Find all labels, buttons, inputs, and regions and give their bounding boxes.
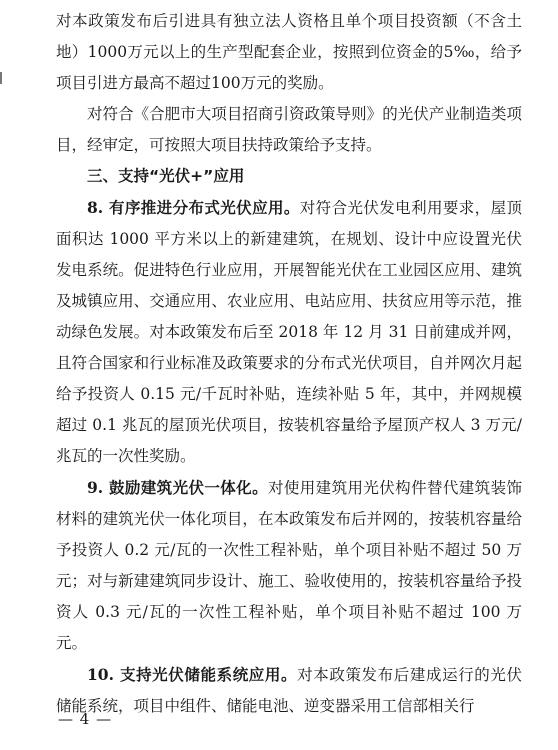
page-number: — 4 — [58,710,113,728]
item-lead: 10. 支持光伏储能系统应用。 [87,665,298,684]
item-8 [56,192,522,472]
paragraph-text: 对本政策发布后引进具有独立法人资格且单个项目投资额（不含土地）1000万元以上的生产型配套企业，按照到位资金的5‰，给予项目引进方最高不超过100万元的奖励。 [56,12,522,92]
item-10 [56,659,522,722]
paragraph-continuation [56,6,522,99]
document-body [56,6,522,722]
item-9 [56,472,522,659]
paragraph-text: 对符合《合肥市大项目招商引资政策导则》的光伏产业制造类项目，经审定，可按照大项目扶持政策给予支持。 [56,105,522,154]
paragraph-guideline [56,99,522,161]
item-lead: 9. 鼓励建筑光伏一体化。 [87,478,268,497]
margin-mark [0,72,2,84]
section-heading: 三、支持“光伏+”应用 [87,167,245,185]
item-lead: 8. 有序推进分布式光伏应用。 [87,198,300,217]
item-text: 对本政策发布后建成运行的光伏储能系统，项目中组件、储能电池、逆变器采用工信部相关行 [56,666,522,715]
item-text: 对符合光伏发电利用要求，屋顶面积达 1000 平方米以上的新建建筑，在规划、设计中应设置光伏发电系统。促进特色行业应用，开展智能光伏在工业园区应用、建筑及城镇应用、交通应用、农业应用、电站应用、扶贫应用等示范，推动绿色发展。对本政策发布后至 2018 年 12 月 31 日前建成并网，且符合国家和行业标准及政策要求的分布式光伏项目，自并网次月起给予投资人 0.15 元/千瓦时补贴，连续补贴 5 年，其中，并网规模超过 0.1 兆瓦的屋顶光伏项目，按装机容量给予屋顶产权人 3 万元/兆瓦的一次性奖励。 [56,199,522,465]
item-text: 对使用建筑用光伏构件替代建筑装饰材料的建筑光伏一体化项目，在本政策发布后并网的，按装机容量给予投资人 0.2 元/瓦的一次性工程补贴，单个项目补贴不超过 50 万元；对与新建建筑同步设计、施工、验收使用的，按装机容量给予投资人 0.3 元/瓦的一次性工程补贴，单个项目补贴不超过 100 万元。 [56,479,522,652]
